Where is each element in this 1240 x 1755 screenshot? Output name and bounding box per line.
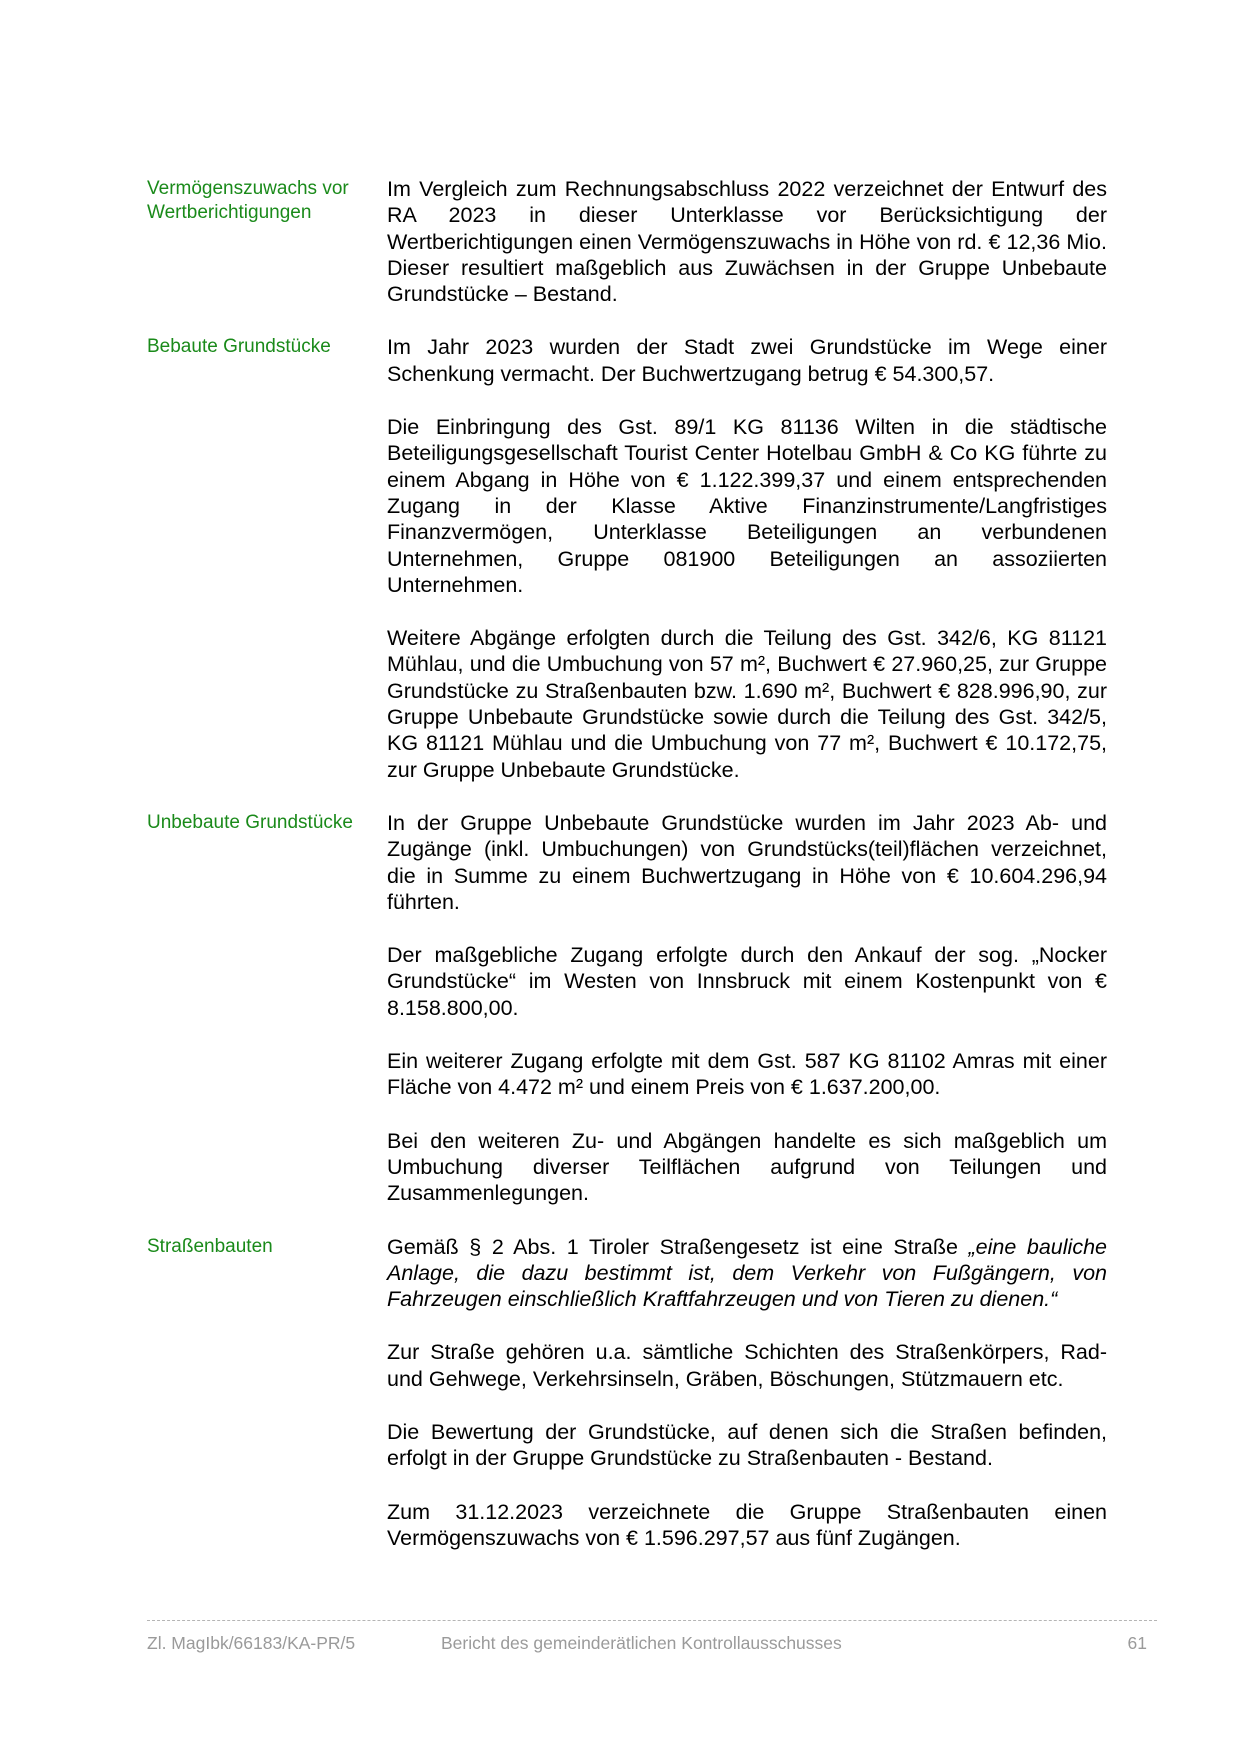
paragraph: Die Einbringung des Gst. 89/1 KG 81136 Wilten in die städtische Beteiligungsgesellschaft Tourist Center Hotelbau GmbH & Co KG führte zu einem Abgang in Höhe von € 1.122.399,37 und einem entsprechenden Zugang in der Klasse Aktive Finanzinstrumente/Langfristiges Finanzvermögen, Unterklasse Beteiligungen an verbundenen Unternehmen, Gruppe 081900 Beteiligungen an assoziierten Unternehmen. xyxy=(387,415,1107,597)
section-text xyxy=(387,810,1107,1234)
page-footer xyxy=(147,1620,1157,1663)
paragraph: In der Gruppe Unbebaute Grundstücke wurden im Jahr 2023 Ab- und Zugänge (inkl. Umbuchungen) von Grundstücks(teil)flächen verzeichnet, die in Summe zu einem Buchwertzugang in Höhe von € 10.604.296,94 führten. xyxy=(387,810,1107,914)
section-label: Vermögenszuwachs vor Wertberichtigungen xyxy=(147,178,349,223)
page-content xyxy=(147,176,1107,1578)
paragraph: Zum 31.12.2023 verzeichnete die Gruppe Straßenbauten einen Vermögenszuwachs von € 1.596.297,57 aus fünf Zugängen. xyxy=(387,1499,1107,1550)
paragraph: Der maßgebliche Zugang erfolgte durch den Ankauf der sog. „Nocker Grundstücke“ im Westen von Innsbruck mit einem Kostenpunkt von € 8.158.800,00. xyxy=(387,943,1107,1020)
paragraph: Bei den weiteren Zu- und Abgängen handelte es sich maßgeblich um Umbuchung diverser Teilflächen aufgrund von Teilungen und Zusammenlegungen. xyxy=(387,1128,1107,1206)
page-number: 61 xyxy=(1127,1633,1147,1653)
footer-title: Bericht des gemeinderätlichen Kontrollausschusses xyxy=(441,1633,842,1653)
paragraph: Die Bewertung der Grundstücke, auf denen sich die Straßen befinden, erfolgt in der Gruppe Grundstücke zu Straßenbauten - Bestand. xyxy=(387,1419,1107,1471)
paragraph: Ein weiterer Zugang erfolgte mit dem Gst. 587 KG 81102 Amras mit einer Fläche von 4.472 m² und einem Preis von € 1.637.200,00. xyxy=(387,1049,1107,1100)
section-text xyxy=(387,176,1107,334)
section-text xyxy=(387,334,1107,809)
paragraph: Im Vergleich zum Rechnungsabschluss 2022 verzeichnet der Entwurf des RA 2023 in dieser Unterklasse vor Berücksichtigung der Wertberichtigungen einen Vermögenszuwachs in Höhe von rd. € 12,36 Mio. Dieser resultiert maßgeblich aus Zuwächsen in der Gruppe Unbebaute Grundstücke – Bestand. xyxy=(387,177,1107,307)
section-label: Bebaute Grundstücke xyxy=(147,336,331,358)
section-bebaute-grundstuecke xyxy=(147,334,1107,809)
paragraph: Im Jahr 2023 wurden der Stadt zwei Grundstücke im Wege einer Schenkung vermacht. Der Buchwertzugang betrug € 54.300,57. xyxy=(387,335,1107,386)
section-label: Straßenbauten xyxy=(147,1235,273,1257)
section-text xyxy=(387,1234,1107,1579)
section-label: Unbebaute Grundstücke xyxy=(147,811,353,833)
section-strassenbauten xyxy=(147,1234,1107,1579)
quote-intro: Gemäß § 2 Abs. 1 Tiroler Straßengesetz ist eine Straße xyxy=(387,1234,969,1259)
section-unbebaute-grundstuecke xyxy=(147,810,1107,1234)
section-vermoegenszuwachs xyxy=(147,176,1107,334)
footer-reference: Zl. MagIbk/66183/KA-PR/5 xyxy=(147,1633,356,1653)
legal-quote-paragraph xyxy=(387,1234,1107,1313)
paragraph: Weitere Abgänge erfolgten durch die Teilung des Gst. 342/6, KG 81121 Mühlau, und die Umbuchung von 57 m², Buchwert € 27.960,25, zur Gruppe Grundstücke zu Straßenbauten bzw. 1.690 m², Buchwert € 828.996,90, zur Gruppe Unbebaute Grundstücke sowie durch die Teilung des Gst. 342/5, KG 81121 Mühlau und die Umbuchung von 77 m², Buchwert € 10.172,75, zur Gruppe Unbebaute Grundstücke. xyxy=(387,626,1107,782)
paragraph: Zur Straße gehören u.a. sämtliche Schichten des Straßenkörpers, Rad- und Gehwege, Verkehrsinseln, Gräben, Böschungen, Stützmauern etc. xyxy=(387,1340,1107,1391)
legal-quote: „eine bauliche Anlage, die dazu bestimmt ist, dem Verkehr von Fußgängern, von Fahrzeugen einschließlich Kraftfahrzeugen und von Tieren zu dienen.“ xyxy=(387,1234,1107,1312)
